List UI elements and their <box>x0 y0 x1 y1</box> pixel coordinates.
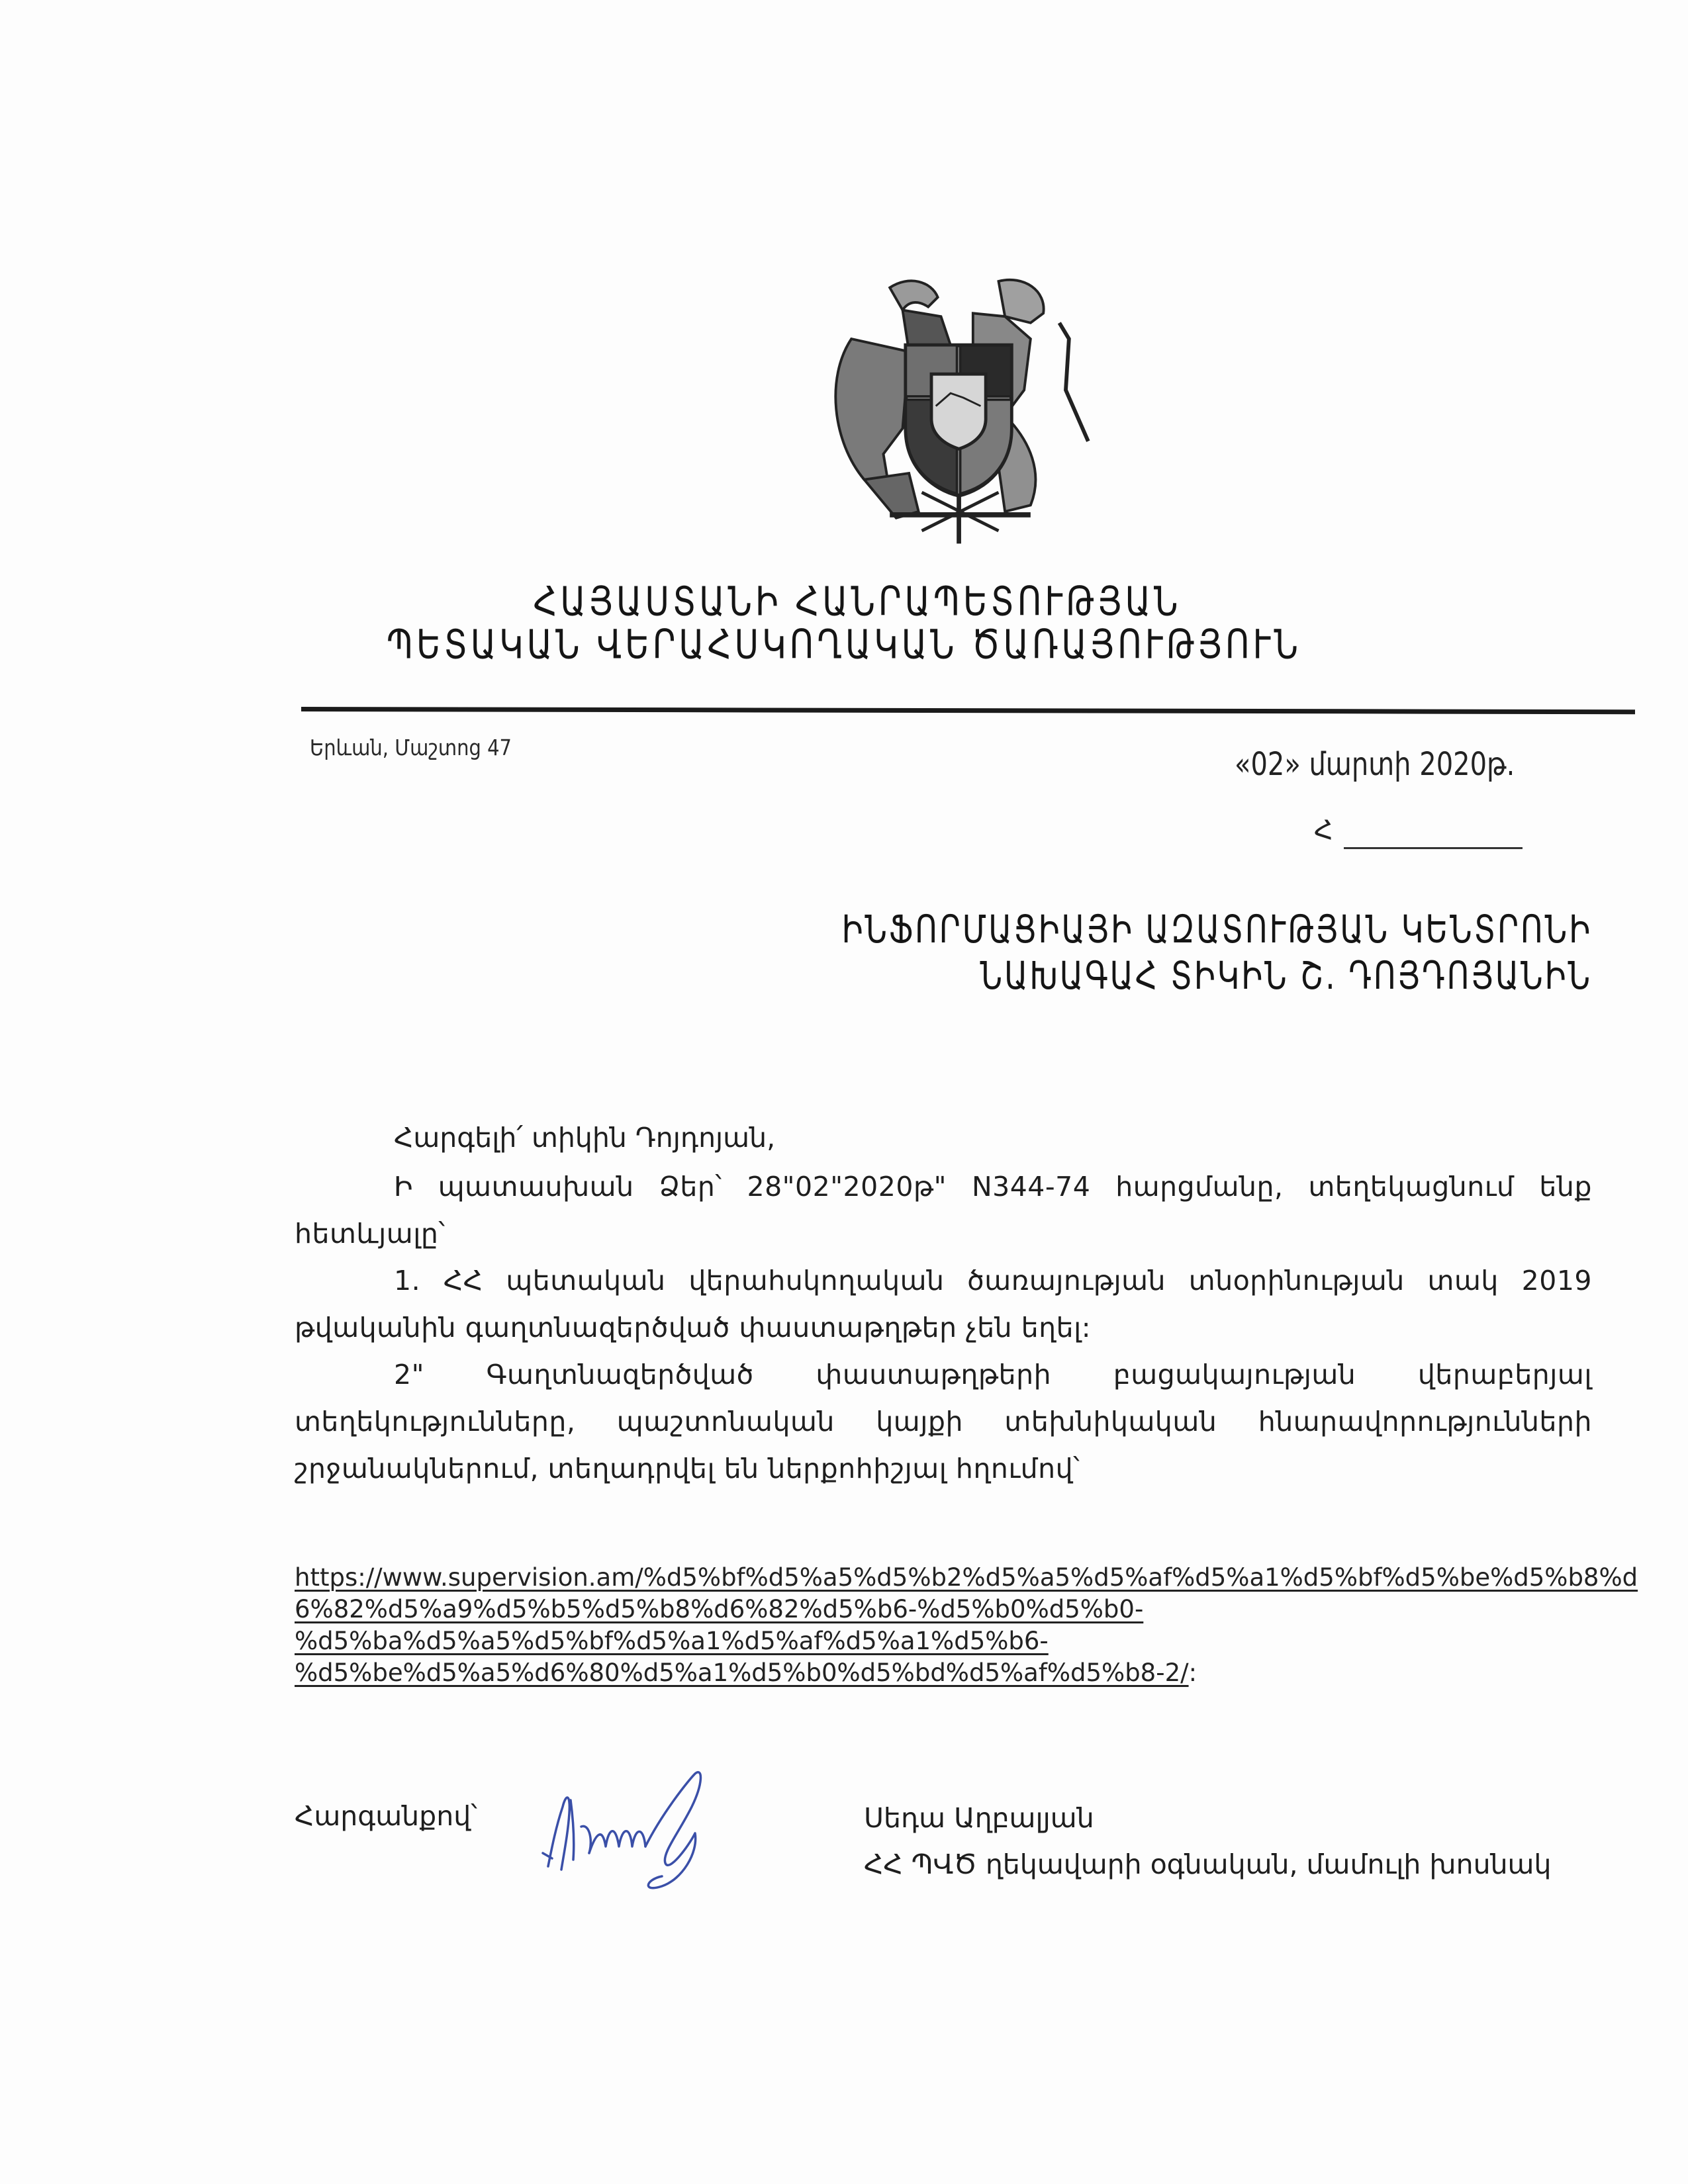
reference-link-block <box>295 1562 1638 1689</box>
reference-link-line-2[interactable]: 6%82%d5%a9%d5%b5%d5%b8%d6%82%d5%b6-%d5%b0%d5%b0- <box>295 1595 1144 1623</box>
letter-date: «02» մարտի 2020թ. <box>1235 747 1515 784</box>
reference-prefix: Հ <box>1314 815 1333 846</box>
salutation: Հարգելի՛ տիկին Դոյդոյան, <box>394 1122 776 1154</box>
body-paragraph: 2" Գաղտնազերծված փաստաթղթերի բացակայության վերաբերյալ տեղեկությունները, պաշտոնական կայքի տեխնիկական հնարավորությունների շրջանակներում, տեղադրվել են ներքոհիշյալ հղումով՝ <box>295 1359 1592 1484</box>
reference-link-last-row <box>295 1657 1625 1689</box>
org-name-line-1: ՀԱՅԱՍՏԱՆԻ ՀԱՆՐԱՊԵՏՈՒԹՅԱՆ <box>533 578 1182 625</box>
reference-link-line-3[interactable]: %d5%ba%d5%a5%d5%bf%d5%a1%d5%af%d5%a1%d5%b6- <box>295 1627 1049 1655</box>
org-name-line-2: ՊԵՏԱԿԱՆ ՎԵՐԱՀՍԿՈՂԱԿԱՆ ԾԱՌԱՅՈՒԹՅՈՒՆ <box>387 621 1301 668</box>
reference-link-line-1[interactable]: https://www.supervision.am/%d5%bf%d5%a5%d5%b2%d5%a5%d5%af%d5%a1%d5%bf%d5%be%d5%b8%d <box>295 1563 1638 1592</box>
letterhead-divider <box>301 707 1635 714</box>
body-paragraph: Ի պատասխան Ձեր՝ 28"02"2020թ" N344-74 հարցմանը, տեղեկացնում ենք հետևյալը՝ <box>295 1171 1592 1250</box>
sender-address: Երևան, Մաշտոց 47 <box>310 735 512 761</box>
valediction: Հարգանքով՝ <box>295 1800 477 1832</box>
link-terminator: : <box>1188 1659 1197 1687</box>
recipient-line-2: ՆԱԽԱԳԱՀ ՏԻԿԻՆ Շ. ԴՈՅԴՈՅԱՆԻՆ <box>980 953 1592 998</box>
handwritten-signature <box>530 1754 781 1899</box>
signer-title: ՀՀ ՊՎԾ ղեկավարի օգնական, մամուլի խոսնակ <box>864 1848 1552 1880</box>
signer-name: Սեդա Աղբալյան <box>864 1802 1094 1834</box>
reference-number-blank <box>1344 847 1523 849</box>
letter-body <box>295 1163 1592 1492</box>
body-paragraph: 1. ՀՀ պետական վերահսկողական ծառայության տնօրինության տակ 2019 թվականին գաղտնազերծված փաստաթղթեր չեն եղել: <box>295 1265 1592 1343</box>
reference-link-line-4[interactable]: %d5%be%d5%a5%d6%80%d5%a1%d5%b0%d5%bd%d5%af%d5%b8-2/ <box>295 1659 1189 1687</box>
recipient-line-1: ԻՆՖՈՐՄԱՑԻԱՅԻ ԱԶԱՏՈՒԹՅԱՆ ԿԵՆՏՐՈՆԻ <box>841 907 1592 952</box>
coat-of-arms-emblem <box>813 262 1107 550</box>
